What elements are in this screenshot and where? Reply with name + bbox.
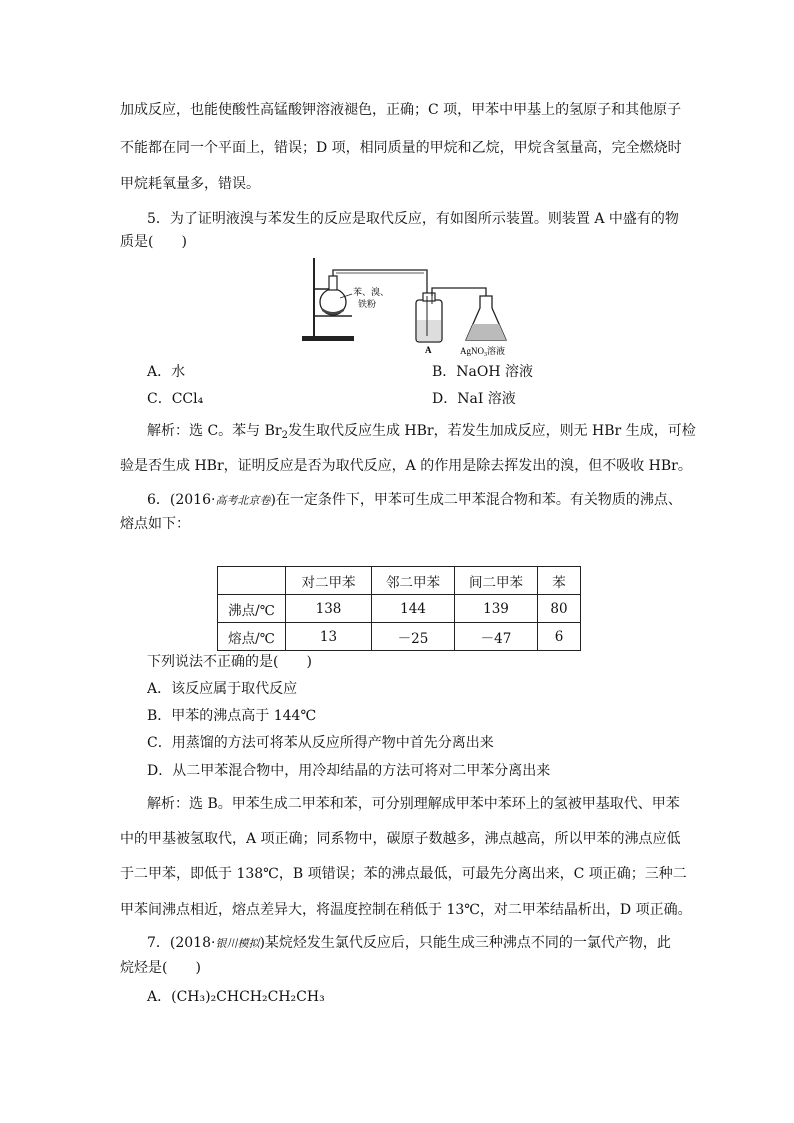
table-cell: 144 [372,595,455,623]
table-header-row [218,567,581,595]
table-row [218,595,581,623]
flask-liquid [322,308,344,315]
table-header-cell: 对二甲苯 [286,567,372,595]
q5-analysis-line-2: 验是否生成 HBr，证明反应是否为取代反应，A 的作用是除去挥发出的溴，但不吸收 HBr。 [120,458,692,474]
q7-stem-line-1: 7．(2018·银川模拟)某烷烃发生氯代反应后，只能生成三种沸点不同的一氯代产物，此 [147,935,671,951]
table-cell: 13 [286,623,372,651]
q6-option-b: B．甲苯的沸点高于 144℃ [147,708,317,724]
flask-label-1: 苯、溴、 [353,287,390,297]
q6-option-c: C．用蒸馏的方法可将苯从反应所得产物中首先分离出来 [147,735,494,751]
property-table [217,566,581,651]
q5-option-b: B．NaOH 溶液 [432,364,534,380]
q6-analysis-line-1: 解析：选 B。甲苯生成二甲苯和苯，可分别理解成甲苯中苯环上的氢被甲基取代、甲苯 [147,796,680,812]
q6-analysis-line-2: 中的甲基被氢取代，A 项正确；同系物中，碳原子数越多，沸点越高，所以甲苯的沸点应低 [120,831,681,847]
table-cell: 熔点/℃ [218,623,286,651]
q7-stem-line-2: 烷烃是( ) [120,960,201,976]
q6-analysis-line-3: 于二甲苯，即低于 138℃，B 项错误；苯的沸点最低，可最先分离出来，C 项正确；三种二 [120,866,687,882]
table-header-cell: 邻二甲苯 [372,567,455,595]
q5-stem-line-1: 5．为了证明液溴与苯发生的反应是取代反应，有如图所示装置。则装置 A 中盛有的物 [147,211,679,227]
apparatus-figure [300,256,510,356]
q7-option-a: A．(CH₃)₂CHCH₂CH₂CH₃ [147,989,325,1005]
q6-analysis-line-4: 甲苯间沸点相近，熔点差异大，将温度控制在稍低于 13℃，对二甲苯结晶析出，D 项正确。 [120,902,692,918]
q6-question: 下列说法不正确的是( ) [147,654,312,670]
intro-line-1: 加成反应，也能使酸性高锰酸钾溶液褪色，正确；C 项，甲苯中甲基上的氢原子和其他原子 [120,102,682,118]
q5-option-a: A．水 [147,364,186,380]
table-cell: －25 [372,623,455,651]
table-cell: 80 [538,595,581,623]
table-row [218,623,581,651]
table-header-cell: 间二甲苯 [455,567,538,595]
stand-base [302,336,354,341]
table-cell: 138 [286,595,372,623]
table-cell: 沸点/℃ [218,595,286,623]
intro-line-2: 不能都在同一个平面上，错误；D 项，相同质量的甲烷和乙烷，甲烷含氢量高，完全燃烧时 [120,140,682,156]
flask-label-2: 铁粉 [358,299,377,309]
table-header-cell: 苯 [538,567,581,595]
q5-analysis-line-1: 解析：选 C。苯与 $Br_2$发生取代反应生成 HBr，若发生加成反应，则无 HBr 生成，可检 [147,423,696,441]
q6-stem-line-1: 6．(2016·高考北京卷)在一定条件下，甲苯可生成二甲苯混合物和苯。有关物质的沸点、 [147,492,682,508]
table-cell: －47 [455,623,538,651]
q6-option-d: D．从二甲苯混合物中，用冷却结晶的方法可将对二甲苯分离出来 [147,763,551,779]
q6-option-a: A．该反应属于取代反应 [147,681,298,697]
flask-neck [329,276,337,290]
table-header-cell [218,567,286,595]
q5-option-d: D．NaI 溶液 [432,391,516,407]
beaker-label: AgNO$_3$溶液 [460,346,506,356]
table-cell: 6 [538,623,581,651]
bottle-label-a: A [425,345,432,355]
intro-line-3: 甲烷耗氧量多，错误。 [120,176,260,192]
q5-option-c: C．CCl₄ [147,391,204,407]
table-cell: 139 [455,595,538,623]
q5-stem-line-2: 质是( ) [120,234,187,250]
q6-stem-line-2: 熔点如下： [120,516,190,532]
